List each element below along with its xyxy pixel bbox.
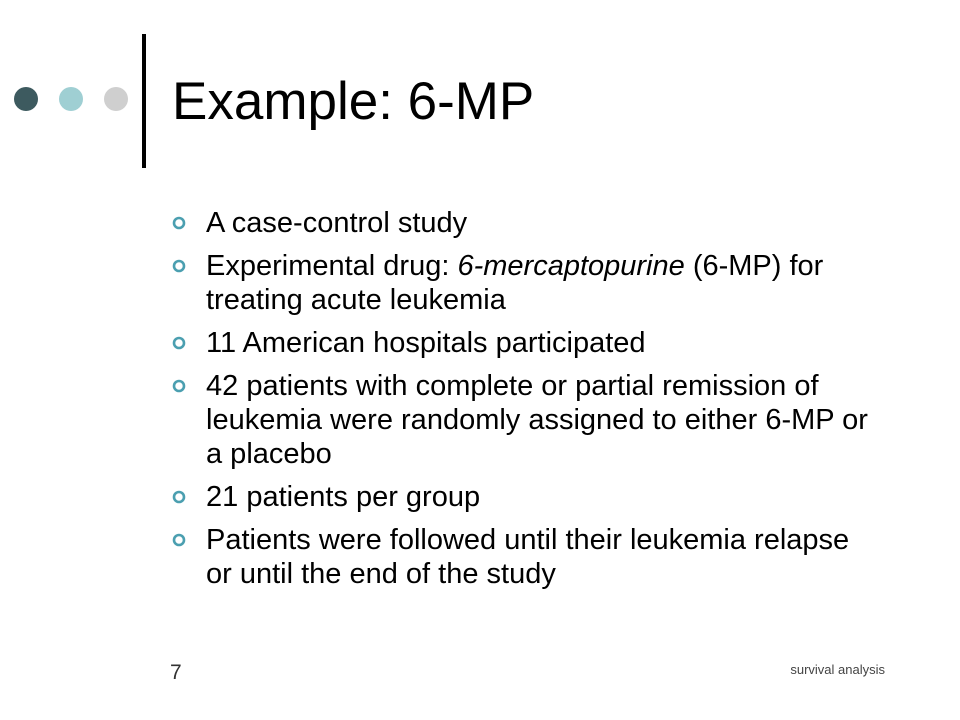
bullet-circle-icon [172, 259, 186, 273]
dot-gray-icon [104, 87, 128, 111]
bullet-item [172, 480, 872, 514]
bullet-text [206, 250, 823, 316]
bullet-text: 11 American hospitals participated [206, 327, 646, 359]
bullet-item [172, 326, 872, 360]
bullet-circle-icon [172, 379, 186, 393]
decorative-dots-icon [14, 87, 130, 111]
bullet-item [172, 369, 872, 471]
bullet-item [172, 523, 872, 591]
drug-name: 6-mercaptopurine [457, 250, 685, 282]
bullet-circle-icon [172, 533, 186, 547]
footer-label: survival analysis [790, 662, 885, 677]
dot-teal-icon [59, 87, 83, 111]
bullet-text: Patients were followed until their leukemia relapse or until the end of the study [206, 524, 850, 590]
bullet-text: 42 patients with complete or partial remission of leukemia were randomly assigned to either 6-MP or a placebo [206, 370, 868, 470]
bullet-text-prefix: Experimental drug: [206, 250, 458, 282]
bullet-text: 21 patients per group [206, 481, 481, 513]
dot-dark-icon [14, 87, 38, 111]
bullet-circle-icon [172, 336, 186, 350]
title-divider [142, 34, 146, 168]
slide-title: Example: 6-MP [172, 72, 535, 131]
bullet-list [172, 206, 872, 600]
bullet-item [172, 249, 872, 317]
page-number: 7 [170, 661, 182, 684]
bullet-item [172, 206, 872, 240]
bullet-text: A case-control study [206, 207, 468, 239]
bullet-circle-icon [172, 216, 186, 230]
bullet-text-suffix: (6-MP) for treating acute leukemia [206, 250, 824, 316]
bullet-circle-icon [172, 490, 186, 504]
